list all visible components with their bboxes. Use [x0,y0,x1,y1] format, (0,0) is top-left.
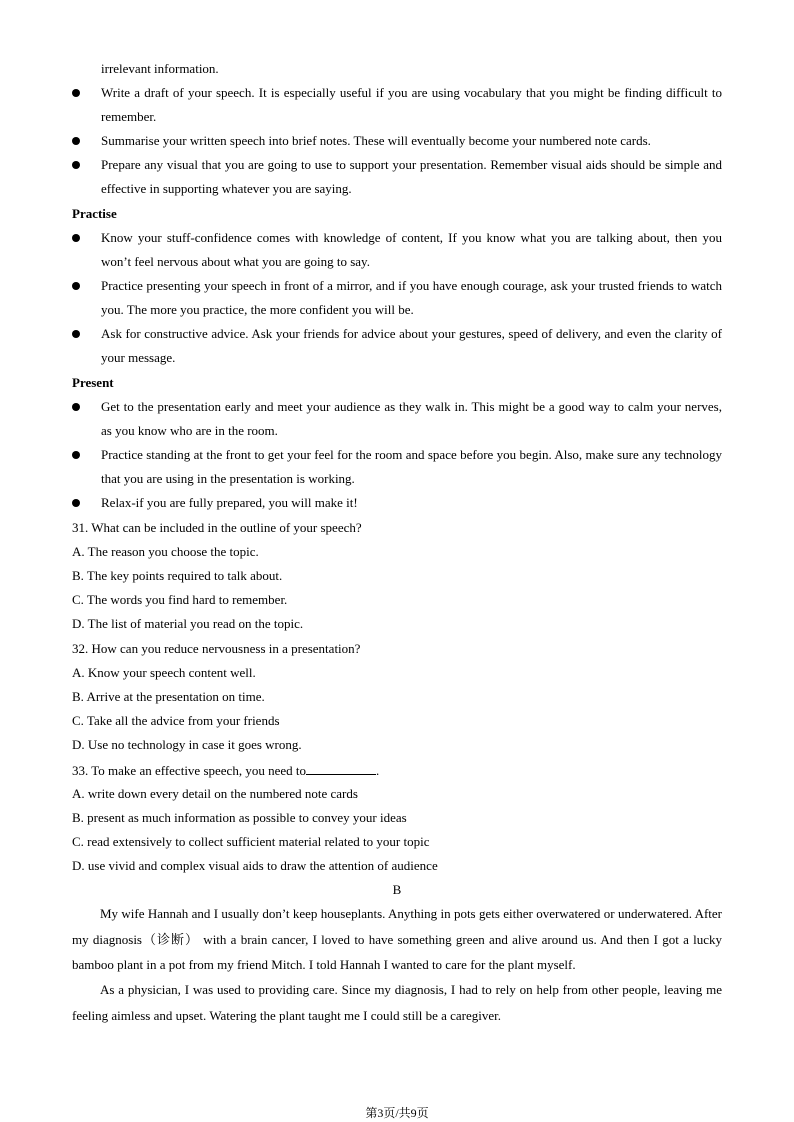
option-b: B. Arrive at the presentation on time. [72,689,265,704]
option-d: D. Use no technology in case it goes wrong. [72,737,302,752]
bullet-icon [72,282,80,290]
option-a: A. The reason you choose the topic. [72,544,259,559]
bullet-item [72,447,722,495]
bullet-icon [72,330,80,338]
question-32: 32. How can you reduce nervousness in a presentation? [72,641,361,656]
bullet-icon [72,161,80,169]
bullet-item [72,157,722,205]
bullet-item [72,230,722,278]
passage-paragraph: My wife Hannah and I usually don’t keep houseplants. Anything in pots gets either overwatered or underwatered. After my diagnosis（诊断） with a brain cancer, I loved to have something green and alive around us. And then I got a lucky bamboo plant in a pot from my friend Mitch. I told Hannah I wanted to care for the plant myself. [72,906,722,972]
option-d: D. The list of material you read on the topic. [72,616,304,631]
bullet-icon [72,234,80,242]
question-31: 31. What can be included in the outline of your speech? [72,520,362,535]
section-heading-practise: Practise [72,206,117,221]
answer-blank [306,762,376,775]
bullet-text: Write a draft of your speech. It is especially useful if you are using vocabulary that you might be finding difficult to remember. [101,85,722,124]
bullet-item [72,495,722,519]
bullet-text: Get to the presentation early and meet your audience as they walk in. This might be a good way to calm your nerves, as you know who are in the room. [101,399,722,438]
option-d: D. use vivid and complex visual aids to draw the attention of audience [72,858,438,873]
bullet-text: Know your stuff-confidence comes with knowledge of content, If you know what you are talking about, then you won’t feel nervous about what you are going to say. [101,230,722,269]
option-b: B. The key points required to talk about. [72,568,283,583]
bullet-text: Relax-if you are fully prepared, you will make it! [101,495,358,510]
bullet-item [72,326,722,374]
question-33-end: . [375,763,380,778]
option-a: A. write down every detail on the numbered note cards [72,786,358,801]
bullet-text: Practice presenting your speech in front of a mirror, and if you have enough courage, ask your trusted friends to watch you. The more you practice, the more confident you will be. [101,278,722,317]
section-heading-present: Present [72,375,114,390]
bullet-icon [72,499,80,507]
bullet-icon [72,403,80,411]
bullet-icon [72,137,80,145]
question-33 [72,762,379,779]
bullet-item [72,278,722,326]
bullet-text: Ask for constructive advice. Ask your friends for advice about your gestures, speed of delivery, and even the clarity of your message. [101,326,722,365]
option-c: C. The words you find hard to remember. [72,592,288,607]
page-footer: 第3页/共9页 [365,1106,429,1120]
option-c: C. read extensively to collect sufficient material related to your topic [72,834,430,849]
bullet-item [72,85,722,133]
bullet-icon [72,89,80,97]
question-33-stem: 33. To make an effective speech, you need to [72,763,306,778]
bullet-icon [72,451,80,459]
option-a: A. Know your speech content well. [72,665,256,680]
continued-text: irrelevant information. [101,61,219,76]
bullet-text: Practice standing at the front to get your feel for the room and space before you begin. Also, make sure any technology that you are using in the presentation is working. [101,447,722,486]
option-c: C. Take all the advice from your friends [72,713,280,728]
section-label-b: B [392,882,402,897]
bullet-text: Summarise your written speech into brief notes. These will eventually become your numbered note cards. [101,133,651,148]
bullet-text: Prepare any visual that you are going to use to support your presentation. Remember visual aids should be simple and effective in supporting whatever you are saying. [101,157,722,196]
option-b: B. present as much information as possible to convey your ideas [72,810,407,825]
bullet-item [72,399,722,447]
passage-paragraph: As a physician, I was used to providing care. Since my diagnosis, I had to rely on help from other people, leaving me feeling aimless and upset. Watering the plant taught me I could still be a caregiver. [72,982,722,1023]
